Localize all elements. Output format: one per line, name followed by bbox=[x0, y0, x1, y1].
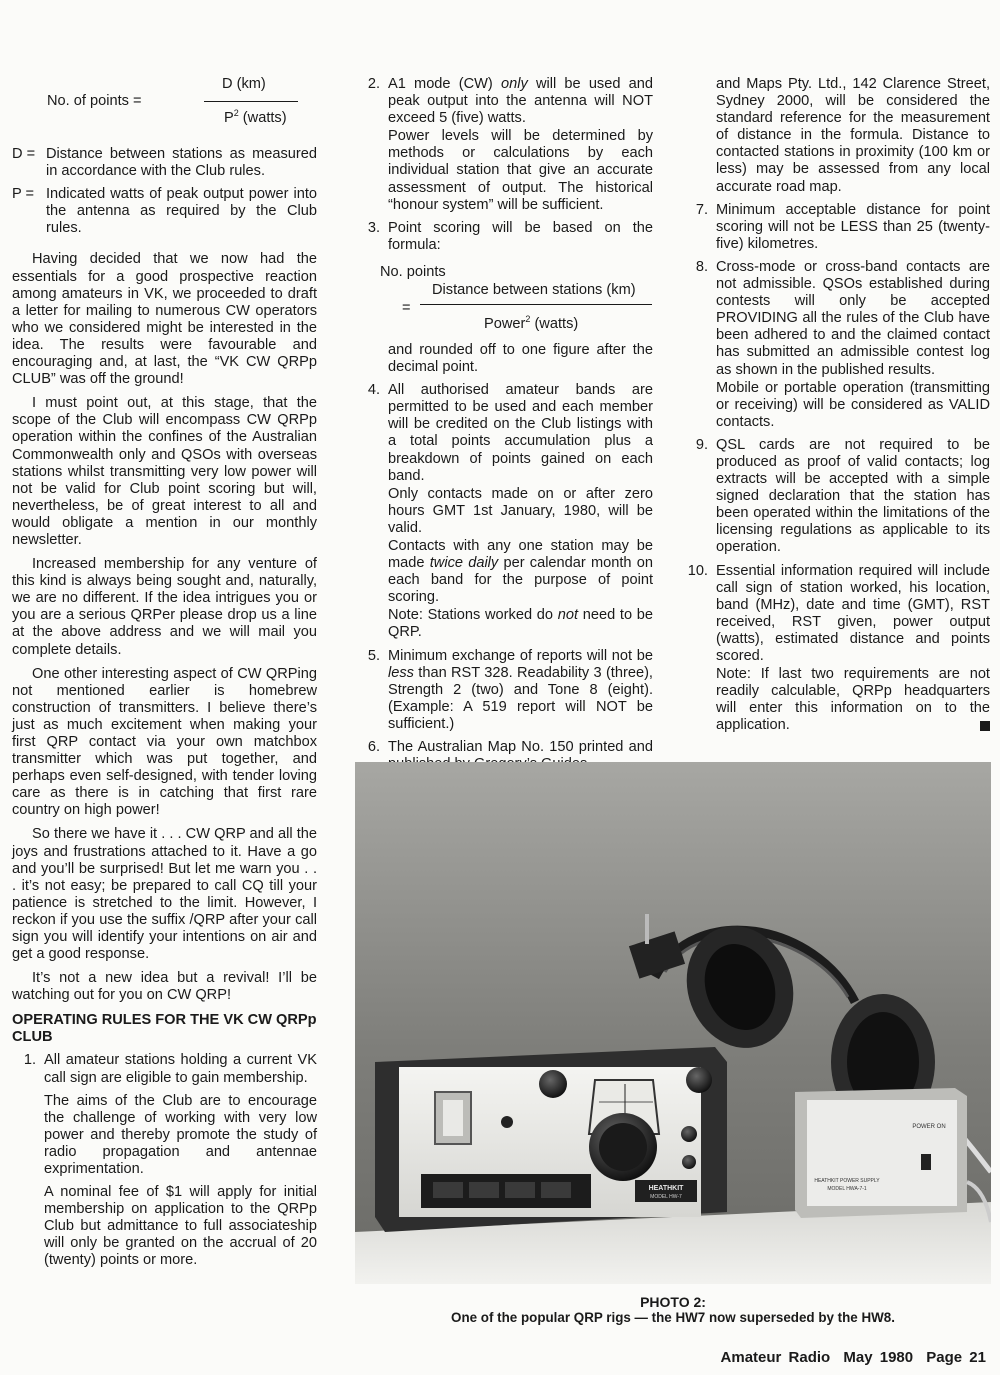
rule-text bbox=[388, 538, 653, 606]
rule-body bbox=[716, 76, 990, 196]
footer-date: May 1980 bbox=[843, 1349, 914, 1366]
photo-hw7-rig bbox=[355, 762, 991, 1284]
rule-text: Cross-mode or cross-band contacts are not admissible. QSOs established during contests will only be accepted PROVIDING all the rules of the Club have been adhered to and the claimed contact has submitted an admissible contest log as shown in the published results. bbox=[716, 258, 990, 378]
text-run: will be used and peak output into the antenna will NOT exceed 5 (five) watts. bbox=[388, 76, 653, 127]
rule-text: The Australian Map No. 150 printed and bbox=[388, 739, 653, 755]
rule-number: 8. bbox=[695, 258, 708, 275]
rule-text: The aims of the Club are to encourage the challenge of working with very low power and thereby promote the study of radio propagation and antennae exprimentation. bbox=[44, 1092, 317, 1177]
text-run: per calendar month on each band for the purpose of point scoring. bbox=[388, 555, 653, 606]
rule-text: Only contacts made on or after zero hours GMT 1st January, 1980, will be valid. bbox=[388, 485, 653, 536]
rule-number: 6. bbox=[367, 739, 380, 755]
rule-text: Mobile or portable operation (transmitting or receiving) will be considered as VALID contacts. bbox=[716, 379, 990, 430]
formula-label: No. of points = bbox=[47, 93, 142, 109]
point-scoring-formula bbox=[380, 264, 653, 338]
definition-text: Indicated watts of peak output power into the antenna as required by the Club rules. bbox=[46, 186, 317, 237]
text-run: Minimum exchange of reports will not be bbox=[388, 647, 653, 664]
footer-publication: Amateur Radio bbox=[720, 1349, 831, 1366]
receiver-model-label: MODEL HW-7 bbox=[650, 1194, 682, 1200]
page-footer bbox=[715, 1349, 986, 1366]
rule-body bbox=[716, 563, 990, 735]
rule-body bbox=[388, 648, 653, 733]
footer-page-number: Page 21 bbox=[926, 1349, 986, 1366]
rule-body bbox=[716, 259, 990, 431]
end-of-article-mark bbox=[980, 721, 990, 731]
psu-brand-label: HEATHKIT POWER SUPPLY bbox=[814, 1178, 880, 1184]
rule-8 bbox=[684, 259, 990, 431]
rule-body bbox=[44, 1052, 317, 1269]
rule-2 bbox=[356, 76, 653, 214]
rule-body bbox=[388, 220, 653, 254]
rule-10 bbox=[684, 563, 990, 735]
formula-den-unit: (watts) bbox=[530, 315, 579, 332]
paragraph: Increased membership for any venture of this kind is always being sought and, naturally, we are no different. If the idea intrigues you or you are a serious QRPer please drop us a line at the above address and we will mail you complete details. bbox=[12, 556, 317, 658]
rule-number: 5. bbox=[367, 647, 380, 664]
rule-number: 3. bbox=[367, 219, 380, 236]
formula-numerator: D (km) bbox=[222, 76, 266, 92]
formula-den-sup: 2 bbox=[525, 314, 531, 325]
rule-text: All amateur stations holding a current VK call sign are eligible to gain membership. bbox=[44, 1052, 317, 1086]
definition-key: P = bbox=[12, 186, 35, 203]
rule-text: All authorised amateur bands are permitted to be used and each member will be credited on the Club listings with a total points accumulation plus a breakdown of points gained on each band. bbox=[388, 382, 653, 484]
rule-text bbox=[388, 76, 653, 127]
rule-text bbox=[388, 648, 653, 733]
formula-den-base: P bbox=[224, 110, 234, 126]
formula-den-unit: (watts) bbox=[238, 110, 287, 126]
rule-text: Power levels will be determined by methods or calculations by each individual station that give an accurate assessment of output. The historical “honour system” will be sufficient. bbox=[388, 128, 653, 213]
paragraph: So there we have it . . . CW QRP and all the joys and frustrations attached to it. Have a go and you’ll be surprised! But let me warn you . . . it’s not easy; be prepared to call CQ till your patience is stretched to the limit. However, I reckon if you use the suffix /QRP after your call sign you will identify your intentions on air and get a good response. bbox=[12, 826, 317, 963]
rules-heading: OPERATING RULES FOR THE VK CW QRPp CLUB bbox=[12, 1012, 317, 1046]
rule-text: Essential information required will include call sign of station worked, his location, band (MHz), date and time (GMT), RST received, RST given, power output (watts), estimated distance and points scored. bbox=[716, 562, 990, 664]
formula-fraction-bar bbox=[204, 101, 298, 102]
rule-9 bbox=[684, 437, 990, 557]
paragraph: It’s not a new idea but a revival! I’ll be watching out for you on CW QRP! bbox=[12, 970, 317, 1004]
rule-text: A nominal fee of $1 will apply for initial membership on application to the QRPp Club but admittance to full associateship will only be granted on the accrual of 20 (twenty) points or more. bbox=[44, 1184, 317, 1269]
column-2 bbox=[356, 76, 653, 779]
definition-p bbox=[12, 186, 317, 237]
rule-text: Point scoring will be based on the formula: bbox=[388, 219, 653, 253]
text-run: Note: Stations worked do bbox=[388, 607, 558, 624]
definition-d bbox=[12, 146, 317, 180]
rule-number-spacer bbox=[684, 76, 716, 196]
receiver-brand-label: HEATHKIT bbox=[648, 1185, 684, 1192]
formula-denominator bbox=[484, 316, 578, 333]
rule-text: QSL cards are not required to be produced as proof of valid contacts; log extracts will be accepted with a simple signed declaration that the station has been operated within the limitations of the licensing regulations as applicable to its operation. bbox=[716, 436, 990, 556]
rule-6-continued bbox=[684, 76, 990, 196]
text-run: need to be QRP. bbox=[388, 607, 653, 641]
rule-body bbox=[388, 382, 653, 641]
rule-text bbox=[388, 607, 653, 641]
rule-number-spacer bbox=[356, 342, 388, 376]
rule-number: 4. bbox=[367, 382, 380, 399]
paragraph: Having decided that we now had the essentials for a good prospective reaction among amateurs in VK, we proceeded to draft a letter for mailing to numerous CW operators who we considered might be interested in the idea. The results were favourable and encouraging and, at last, the “VK CW QRPp CLUB” was off the ground! bbox=[12, 251, 317, 388]
text-run: Contacts with any one station may be made bbox=[388, 537, 653, 572]
rule-body bbox=[388, 342, 653, 376]
rule-4 bbox=[356, 382, 653, 641]
rule-7 bbox=[684, 202, 990, 253]
text-run: Note: If last two requirements are not readily calculable, QRPp headquarters will enter this information on to the application. bbox=[716, 666, 990, 734]
tuning-knob-small bbox=[539, 1070, 567, 1098]
paragraph: One other interesting aspect of CW QRPing not mentioned earlier is homebrew construction of transmitters. I believe there’s just as much excitement when making your first QRP contact via your own matchbox transmitter which was put together, and perhaps even self-designed, with tender loving care as there is in catching that first rare country on high power! bbox=[12, 665, 317, 819]
points-formula bbox=[12, 76, 317, 136]
emphasis: only bbox=[500, 76, 528, 92]
rule-3-outro bbox=[356, 342, 653, 376]
formula-label: No. points bbox=[380, 263, 446, 280]
paragraph: I must point out, at this stage, that the scope of the Club will encompass CW QRPp operation within the confines of the Australian Commonwealth only and QSOs with overseas stations whilst transmitting very low power will not be valid for Club point scoring but will, nevertheless, be of great interest to all and would obligate a mention in our monthly newsletter. bbox=[12, 395, 317, 548]
formula-numerator: Distance between stations (km) bbox=[432, 281, 636, 298]
rule-text bbox=[716, 666, 990, 734]
formula-fraction-bar bbox=[420, 304, 652, 305]
photo-caption-title: PHOTO 2: bbox=[640, 1294, 706, 1310]
psu-model-label: MODEL HWA-7-1 bbox=[827, 1186, 867, 1192]
rule-body bbox=[716, 437, 990, 557]
power-switch bbox=[921, 1154, 931, 1170]
emphasis: not bbox=[557, 607, 579, 624]
formula-den-base: Power bbox=[484, 315, 526, 332]
rule-5 bbox=[356, 648, 653, 733]
formula-den-sup: 2 bbox=[233, 108, 239, 119]
rule-number: 2. bbox=[367, 76, 380, 92]
photo-caption-text: One of the popular QRP rigs — the HW7 now superseded by the HW8. bbox=[451, 1310, 895, 1325]
rule-body bbox=[388, 76, 653, 214]
rule-text: and rounded off to one figure after the decimal point. bbox=[388, 341, 653, 376]
definition-text: Distance between stations as measured in accordance with the Club rules. bbox=[46, 146, 317, 180]
rule-1 bbox=[12, 1052, 317, 1269]
column-1 bbox=[12, 76, 317, 1276]
rule-text: Minimum acceptable distance for point scoring will not be LESS than 25 (twenty-five) kilometres. bbox=[716, 201, 990, 252]
emphasis: less bbox=[388, 664, 414, 681]
emphasis: twice daily bbox=[429, 555, 499, 572]
photo-illustration bbox=[355, 762, 991, 1284]
text-run: than RST 328. Readability 3 (three), Strength 2 (two) and Tone 8 (eight). (Example: A 519 report will NOT be sufficient.) bbox=[388, 664, 653, 732]
rule-body bbox=[716, 202, 990, 253]
rule-number: 7. bbox=[695, 201, 708, 218]
rule-number: 10. bbox=[687, 562, 708, 579]
definition-key: D = bbox=[12, 146, 36, 162]
formula-equals: = bbox=[402, 299, 411, 316]
column-3 bbox=[684, 76, 990, 740]
rule-3 bbox=[356, 220, 653, 254]
rule-text: and Maps Pty. Ltd., 142 Clarence Street, Sydney 2000, will be considered the standard reference for the measurement of distance in the formula. Distance to contacted stations in proximity (100 km or less) may be assessed from any local accurate road map. bbox=[716, 76, 990, 195]
text-run: A1 mode (CW) bbox=[388, 76, 501, 92]
rule-number: 1. bbox=[23, 1052, 36, 1069]
psu-power-label: POWER ON bbox=[912, 1124, 946, 1130]
formula-denominator bbox=[224, 110, 287, 127]
rule-number: 9. bbox=[695, 436, 708, 453]
